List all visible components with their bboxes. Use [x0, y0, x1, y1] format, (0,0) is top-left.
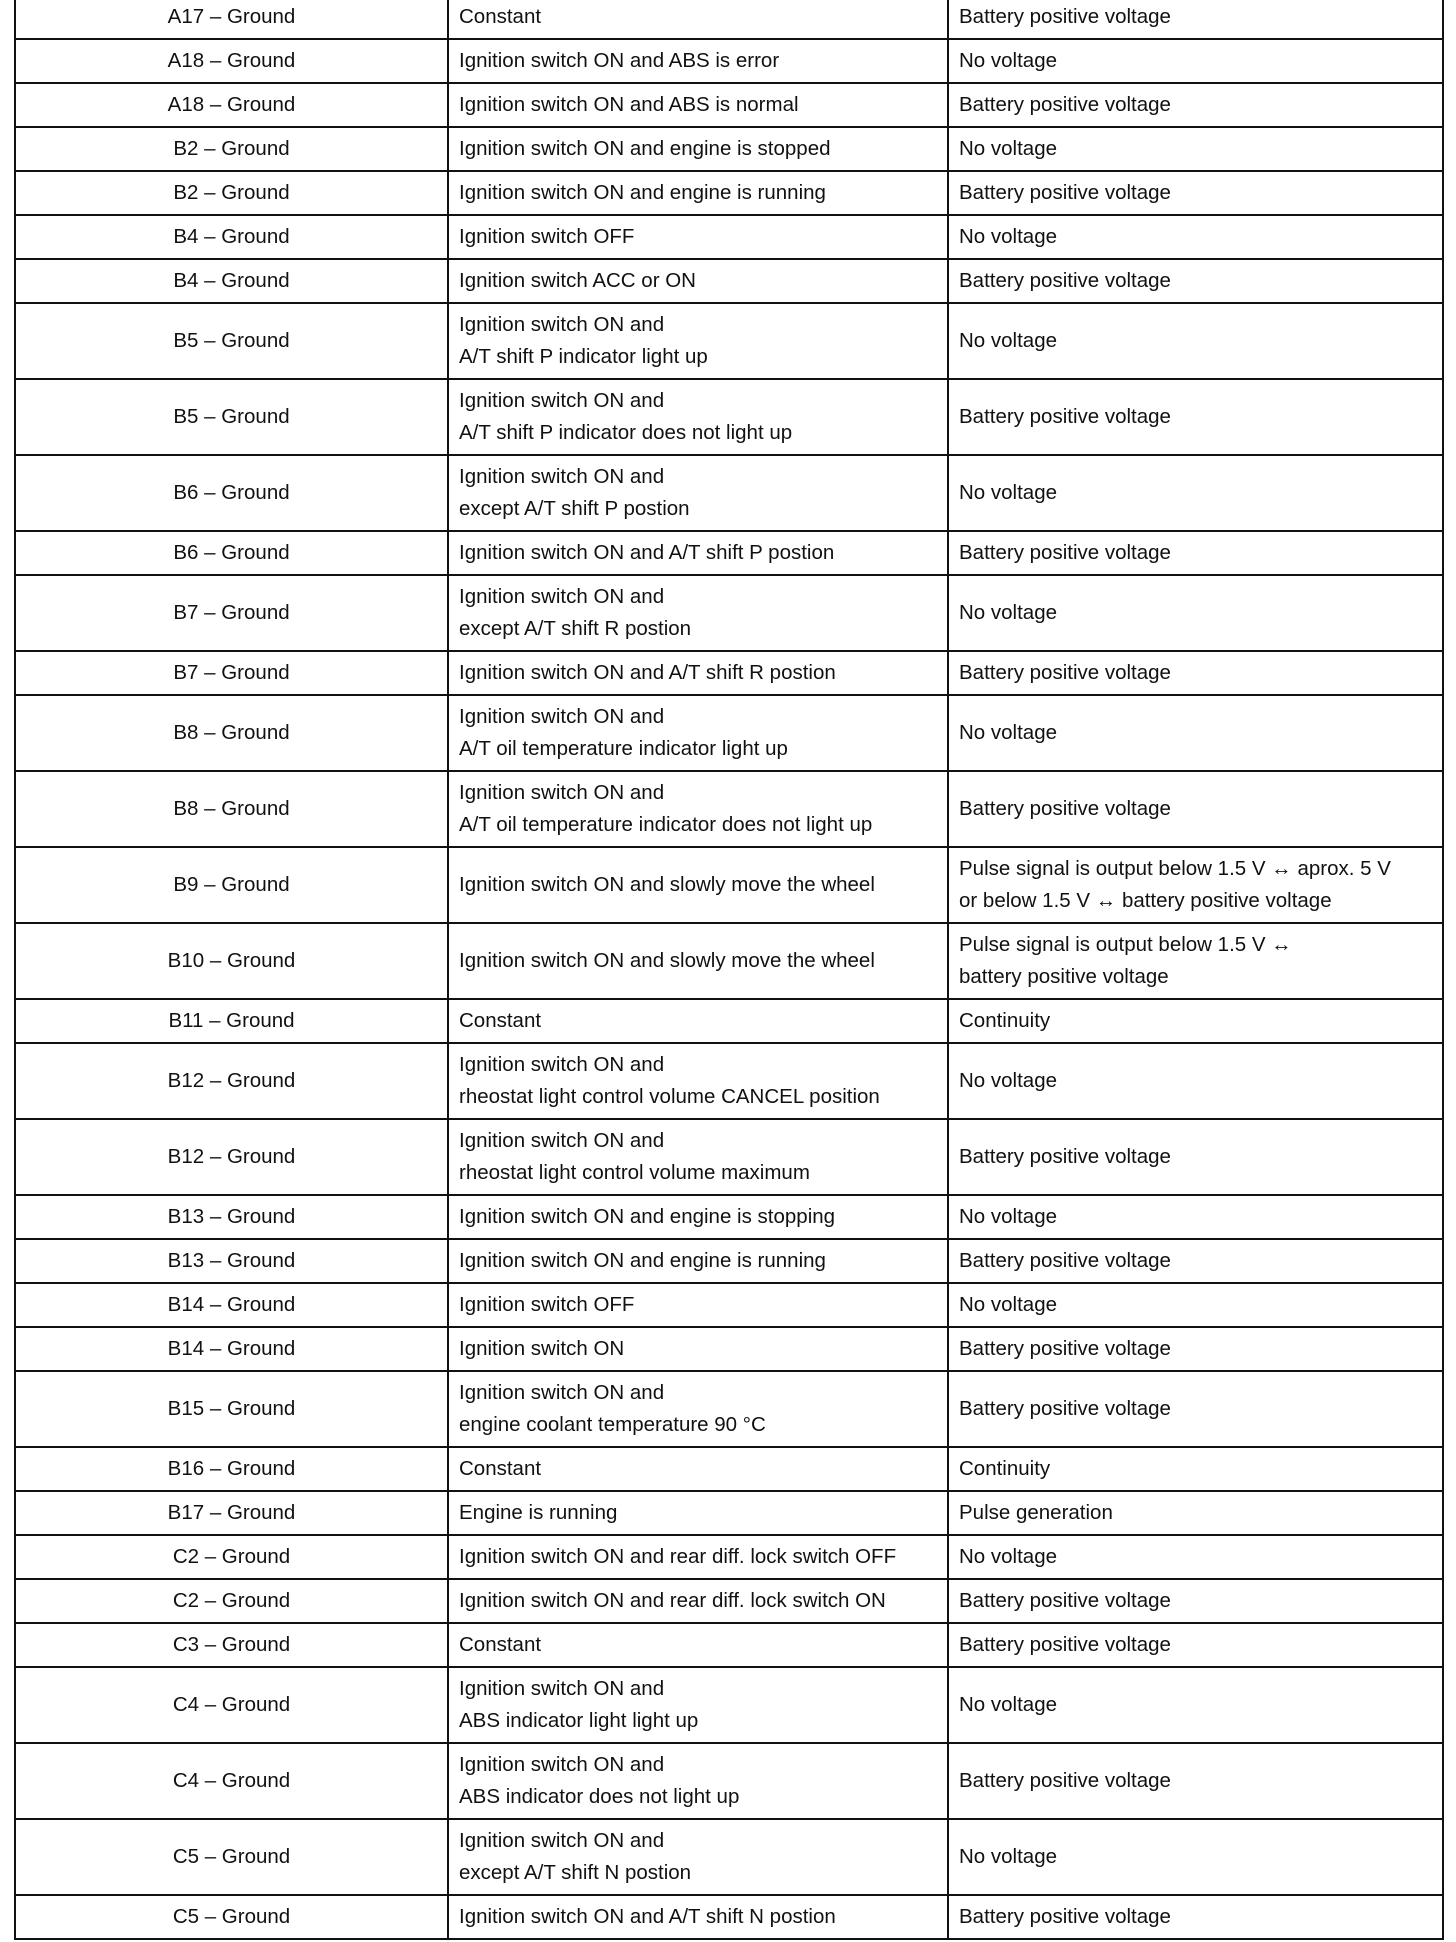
condition-cell: Ignition switch ON — [448, 1327, 948, 1371]
specified-condition-cell: Battery positive voltage — [948, 379, 1443, 455]
terminal-cell: B12 – Ground — [15, 1119, 448, 1195]
specified-condition-cell: Battery positive voltage — [948, 1623, 1443, 1667]
table-row — [15, 1535, 1443, 1579]
table-row — [15, 1447, 1443, 1491]
terminal-cell: C4 – Ground — [15, 1667, 448, 1743]
terminal-cell: B9 – Ground — [15, 847, 448, 923]
condition-cell: Engine is running — [448, 1491, 948, 1535]
specified-condition-cell: Pulse generation — [948, 1491, 1443, 1535]
table-row — [15, 1119, 1443, 1195]
terminal-cell: A18 – Ground — [15, 39, 448, 83]
specified-condition-cell: Battery positive voltage — [948, 1743, 1443, 1819]
specified-condition-cell: No voltage — [948, 127, 1443, 171]
terminal-cell: C3 – Ground — [15, 1623, 448, 1667]
table-row — [15, 1283, 1443, 1327]
condition-cell: Ignition switch ON and engine coolant temperature 90 °C — [448, 1371, 948, 1447]
condition-cell: Ignition switch ON and A/T shift R postion — [448, 651, 948, 695]
table-row — [15, 1195, 1443, 1239]
condition-cell: Constant — [448, 1447, 948, 1491]
terminal-cell: B2 – Ground — [15, 127, 448, 171]
condition-cell: Ignition switch ON and A/T oil temperature indicator light up — [448, 695, 948, 771]
specified-condition-cell: Battery positive voltage — [948, 1119, 1443, 1195]
table-row — [15, 1579, 1443, 1623]
terminal-cell: B4 – Ground — [15, 259, 448, 303]
terminal-cell: B11 – Ground — [15, 999, 448, 1043]
condition-cell: Ignition switch ON and rheostat light control volume maximum — [448, 1119, 948, 1195]
condition-cell: Constant — [448, 1623, 948, 1667]
terminal-cell: A17 – Ground — [15, 0, 448, 39]
specified-condition-cell: No voltage — [948, 575, 1443, 651]
condition-cell: Ignition switch ON and A/T shift P indicator light up — [448, 303, 948, 379]
condition-cell: Ignition switch ON and A/T shift P postion — [448, 531, 948, 575]
table-row — [15, 1819, 1443, 1895]
terminal-cell: B6 – Ground — [15, 455, 448, 531]
condition-cell: Ignition switch ON and A/T shift P indicator does not light up — [448, 379, 948, 455]
specified-condition-cell: No voltage — [948, 455, 1443, 531]
condition-cell: Ignition switch ON and ABS is normal — [448, 83, 948, 127]
specified-condition-cell: Battery positive voltage — [948, 1239, 1443, 1283]
specified-condition-cell: Battery positive voltage — [948, 259, 1443, 303]
condition-cell: Constant — [448, 0, 948, 39]
terminal-cell: B10 – Ground — [15, 923, 448, 999]
condition-cell: Ignition switch ACC or ON — [448, 259, 948, 303]
terminal-cell: A18 – Ground — [15, 83, 448, 127]
condition-cell: Ignition switch ON and slowly move the wheel — [448, 923, 948, 999]
terminal-cell: C4 – Ground — [15, 1743, 448, 1819]
condition-cell: Ignition switch ON and ABS indicator light light up — [448, 1667, 948, 1743]
specified-condition-cell: Battery positive voltage — [948, 0, 1443, 39]
specified-condition-cell: No voltage — [948, 695, 1443, 771]
condition-cell: Ignition switch ON and rear diff. lock switch OFF — [448, 1535, 948, 1579]
terminal-cell: B7 – Ground — [15, 651, 448, 695]
table-row — [15, 171, 1443, 215]
table-row — [15, 1743, 1443, 1819]
table-row — [15, 127, 1443, 171]
specified-condition-cell: No voltage — [948, 303, 1443, 379]
table-row — [15, 379, 1443, 455]
condition-cell: Ignition switch ON and engine is stopping — [448, 1195, 948, 1239]
terminal-cell: C2 – Ground — [15, 1579, 448, 1623]
specified-condition-cell: Continuity — [948, 999, 1443, 1043]
table-row — [15, 1327, 1443, 1371]
table-body — [15, 0, 1443, 1939]
terminal-cell: C5 – Ground — [15, 1895, 448, 1939]
specified-condition-cell: Battery positive voltage — [948, 1895, 1443, 1939]
terminal-cell: B13 – Ground — [15, 1195, 448, 1239]
table-row — [15, 1491, 1443, 1535]
condition-cell: Ignition switch ON and slowly move the wheel — [448, 847, 948, 923]
condition-cell: Ignition switch ON and engine is running — [448, 1239, 948, 1283]
table-row — [15, 83, 1443, 127]
condition-cell: Ignition switch OFF — [448, 1283, 948, 1327]
table-row — [15, 1371, 1443, 1447]
terminal-cell: C2 – Ground — [15, 1535, 448, 1579]
terminal-cell: B8 – Ground — [15, 695, 448, 771]
specified-condition-cell: No voltage — [948, 39, 1443, 83]
terminal-cell: B7 – Ground — [15, 575, 448, 651]
specified-condition-cell: Battery positive voltage — [948, 651, 1443, 695]
specified-condition-cell: Battery positive voltage — [948, 83, 1443, 127]
terminal-cell: B5 – Ground — [15, 303, 448, 379]
condition-cell: Ignition switch OFF — [448, 215, 948, 259]
table-row — [15, 531, 1443, 575]
terminal-cell: B4 – Ground — [15, 215, 448, 259]
table-row — [15, 215, 1443, 259]
table-row — [15, 695, 1443, 771]
terminal-voltage-table — [14, 0, 1444, 1940]
terminal-cell: B8 – Ground — [15, 771, 448, 847]
table-row — [15, 455, 1443, 531]
table-row — [15, 771, 1443, 847]
specified-condition-cell: Pulse signal is output below 1.5 V ↔ aprox. 5 V or below 1.5 V ↔ battery positive voltage — [948, 847, 1443, 923]
table-row — [15, 1239, 1443, 1283]
specified-condition-cell: No voltage — [948, 1667, 1443, 1743]
table-row — [15, 575, 1443, 651]
condition-cell: Constant — [448, 999, 948, 1043]
terminal-cell: B17 – Ground — [15, 1491, 448, 1535]
table-row — [15, 923, 1443, 999]
table-row — [15, 847, 1443, 923]
table-row — [15, 999, 1443, 1043]
specified-condition-cell: No voltage — [948, 1195, 1443, 1239]
specified-condition-cell: No voltage — [948, 1819, 1443, 1895]
condition-cell: Ignition switch ON and rheostat light control volume CANCEL position — [448, 1043, 948, 1119]
specified-condition-cell: Battery positive voltage — [948, 1579, 1443, 1623]
terminal-cell: B12 – Ground — [15, 1043, 448, 1119]
terminal-cell: B5 – Ground — [15, 379, 448, 455]
terminal-cell: B16 – Ground — [15, 1447, 448, 1491]
terminal-cell: B6 – Ground — [15, 531, 448, 575]
specified-condition-cell: No voltage — [948, 1283, 1443, 1327]
condition-cell: Ignition switch ON and ABS indicator does not light up — [448, 1743, 948, 1819]
terminal-cell: B14 – Ground — [15, 1283, 448, 1327]
condition-cell: Ignition switch ON and except A/T shift P postion — [448, 455, 948, 531]
condition-cell: Ignition switch ON and engine is stopped — [448, 127, 948, 171]
table-row — [15, 0, 1443, 39]
table-row — [15, 1895, 1443, 1939]
specified-condition-cell: No voltage — [948, 215, 1443, 259]
specified-condition-cell: Battery positive voltage — [948, 1371, 1443, 1447]
specified-condition-cell: Continuity — [948, 1447, 1443, 1491]
specified-condition-cell: Battery positive voltage — [948, 771, 1443, 847]
table-row — [15, 1623, 1443, 1667]
table-row — [15, 39, 1443, 83]
table-row — [15, 651, 1443, 695]
terminal-cell: B13 – Ground — [15, 1239, 448, 1283]
terminal-cell: B2 – Ground — [15, 171, 448, 215]
condition-cell: Ignition switch ON and A/T shift N postion — [448, 1895, 948, 1939]
condition-cell: Ignition switch ON and except A/T shift R postion — [448, 575, 948, 651]
condition-cell: Ignition switch ON and engine is running — [448, 171, 948, 215]
table-row — [15, 259, 1443, 303]
table-row — [15, 1043, 1443, 1119]
condition-cell: Ignition switch ON and A/T oil temperature indicator does not light up — [448, 771, 948, 847]
condition-cell: Ignition switch ON and ABS is error — [448, 39, 948, 83]
specified-condition-cell: Pulse signal is output below 1.5 V ↔ battery positive voltage — [948, 923, 1443, 999]
specified-condition-cell: No voltage — [948, 1535, 1443, 1579]
specified-condition-cell: Battery positive voltage — [948, 1327, 1443, 1371]
terminal-cell: B15 – Ground — [15, 1371, 448, 1447]
specified-condition-cell: Battery positive voltage — [948, 171, 1443, 215]
terminal-cell: C5 – Ground — [15, 1819, 448, 1895]
table-row — [15, 1667, 1443, 1743]
condition-cell: Ignition switch ON and except A/T shift N postion — [448, 1819, 948, 1895]
specified-condition-cell: Battery positive voltage — [948, 531, 1443, 575]
specified-condition-cell: No voltage — [948, 1043, 1443, 1119]
table-row — [15, 303, 1443, 379]
terminal-cell: B14 – Ground — [15, 1327, 448, 1371]
terminal-inspection-sheet — [14, 0, 1442, 1940]
condition-cell: Ignition switch ON and rear diff. lock switch ON — [448, 1579, 948, 1623]
